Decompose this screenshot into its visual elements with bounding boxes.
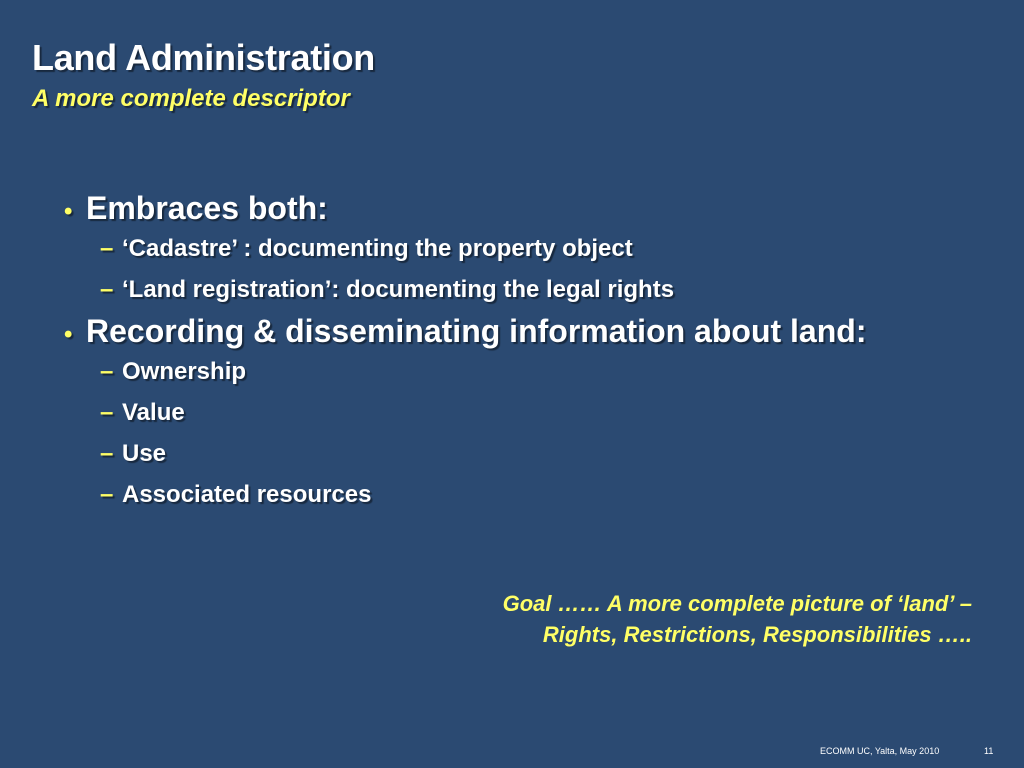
dash-marker: – bbox=[100, 358, 114, 385]
bullet-list bbox=[64, 188, 1004, 510]
sub-bullet-item bbox=[100, 398, 1004, 428]
goal-line-1: Goal …… A more complete picture of ‘land’ – bbox=[502, 591, 972, 616]
bullet-group bbox=[64, 311, 1004, 510]
dash-marker: – bbox=[100, 399, 114, 426]
bullet-item bbox=[64, 188, 1004, 232]
bullet-text: Embraces both: bbox=[86, 190, 328, 226]
dash-marker: – bbox=[100, 235, 114, 262]
goal-statement bbox=[300, 588, 972, 650]
sub-bullet-item bbox=[100, 480, 1004, 510]
bullet-group bbox=[64, 188, 1004, 305]
sub-bullet-text: ‘Cadastre’ : documenting the property object bbox=[122, 235, 633, 262]
bullet-marker: • bbox=[64, 321, 73, 348]
sub-bullet-text: Value bbox=[122, 399, 185, 426]
sub-bullet-item bbox=[100, 234, 1004, 264]
page-number: 11 bbox=[984, 746, 994, 756]
dash-marker: – bbox=[100, 481, 114, 508]
dash-marker: – bbox=[100, 276, 114, 303]
sub-bullet-text: Ownership bbox=[122, 358, 247, 385]
sub-bullet-text: Use bbox=[122, 440, 167, 467]
sub-bullet-item bbox=[100, 439, 1004, 469]
bullet-marker: • bbox=[64, 198, 73, 225]
dash-marker: – bbox=[100, 440, 114, 467]
sub-bullet-text: Associated resources bbox=[122, 481, 372, 508]
sub-bullet-item bbox=[100, 275, 1004, 305]
bullet-text: Recording & disseminating information about land: bbox=[86, 313, 867, 349]
footer-text: ECOMM UC, Yalta, May 2010 bbox=[820, 746, 940, 756]
goal-line-2: Rights, Restrictions, Responsibilities ….. bbox=[542, 622, 972, 647]
sub-bullet-text: ‘Land registration’: documenting the legal rights bbox=[122, 276, 675, 303]
sub-bullet-item bbox=[100, 357, 1004, 387]
slide-subtitle: A more complete descriptor bbox=[32, 85, 350, 112]
bullet-item bbox=[64, 311, 1004, 355]
slide-title: Land Administration bbox=[32, 37, 375, 78]
